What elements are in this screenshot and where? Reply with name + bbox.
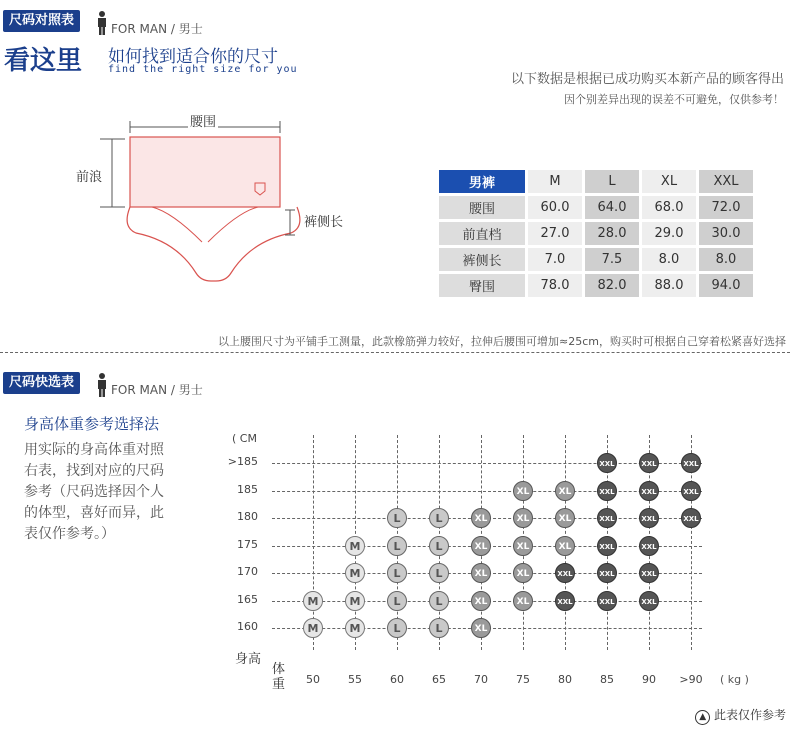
cell: 60.0 [528,196,582,219]
label-waist: 腰围 [188,111,218,130]
size-marker: L [387,536,407,556]
x-tick-label: 55 [348,673,362,686]
size-marker: XL [471,591,491,611]
quick-select-title: 身高体重参考选择法 [24,415,160,433]
table-row [439,248,753,271]
size-marker: XXL [597,563,617,583]
table-row [439,196,753,219]
size-marker: M [345,536,365,556]
size-marker: XL [555,536,575,556]
cell: 7.5 [585,248,639,271]
section-tag-size-chart: 尺码对照表 [3,10,80,32]
desc-line: 参考（尺码选择因个人 [24,484,164,500]
size-marker: XXL [597,453,617,473]
header-cell: XL [642,170,696,193]
size-marker: XXL [597,536,617,556]
table-row [439,222,753,245]
for-man-label: FOR MAN / 男士 [111,22,203,36]
size-marker: XL [471,618,491,638]
x-tick-label: 80 [558,673,572,686]
y-tick-label: >185 [227,455,258,468]
size-marker: XXL [639,508,659,528]
size-marker: L [429,563,449,583]
size-marker: XXL [681,453,701,473]
size-marker: XXL [639,536,659,556]
y-axis-unit: ( CM [232,432,257,445]
x-tick-label: 70 [474,673,488,686]
grid-line-v [565,435,566,650]
grid-line-h [272,628,702,629]
grid-line-v [439,435,440,650]
cell: 8.0 [699,248,753,271]
for-man-label: FOR MAN / 男士 [111,383,203,397]
size-marker: M [345,591,365,611]
size-table [436,167,756,300]
size-marker: XXL [639,453,659,473]
reference-text: 此表仅作参考 [713,708,786,722]
header-cell: 男裤 [439,170,525,193]
size-marker: M [303,591,323,611]
man-icon [97,373,107,397]
cell: 30.0 [699,222,753,245]
row-label: 腰围 [439,196,525,219]
y-axis-title: 身高 [235,652,262,667]
grid-line-v [481,435,482,650]
size-marker: XXL [681,508,701,528]
footnote-measurement: 以上腰围尺寸为平铺手工测量，此款橡筋弹力较好，拉伸后腰围可增加≈25cm，购买时可根据自己穿着松紧喜好选择 [218,335,786,348]
size-marker: XXL [639,563,659,583]
cell: 29.0 [642,222,696,245]
cell: 8.0 [642,248,696,271]
y-tick-label: 160 [237,620,258,633]
note-disclaimer: 因个别差异出现的误差不可避免，仅供参考！ [564,93,784,106]
x-tick-label: 60 [390,673,404,686]
size-marker: XL [555,481,575,501]
x-tick-label: 50 [306,673,320,686]
cell: 72.0 [699,196,753,219]
size-marker: XL [471,563,491,583]
grid-line-v [313,435,314,650]
grid-line-h [272,573,702,574]
reference-note [695,706,786,725]
size-marker: L [387,618,407,638]
size-marker: XL [513,563,533,583]
cell: 78.0 [528,274,582,297]
row-label: 臀围 [439,274,525,297]
headline-english: find the right size for you [108,64,298,75]
size-marker: XL [513,536,533,556]
x-axis-unit: ( kg ) [720,673,749,686]
size-marker: XL [513,508,533,528]
grid-line-v [523,435,524,650]
grid-line-h [272,491,702,492]
grid-line-v [691,435,692,650]
size-marker: L [429,536,449,556]
size-marker: XL [513,591,533,611]
up-arrow-icon: ▲ [695,710,710,725]
size-marker: XXL [555,563,575,583]
size-marker: XL [513,481,533,501]
label-side-length: 裤侧长 [304,215,344,230]
y-tick-label: 180 [237,510,258,523]
size-marker: M [345,563,365,583]
header-cell: L [585,170,639,193]
headline-look-here: 看这里 [4,46,83,76]
size-marker: XL [471,508,491,528]
size-table-header [439,170,753,193]
size-marker: XXL [555,591,575,611]
cell: 88.0 [642,274,696,297]
size-marker: XXL [639,591,659,611]
desc-line: 用实际的身高体重对照 [24,442,164,458]
size-marker: L [387,563,407,583]
size-marker: L [429,618,449,638]
grid-line-v [607,435,608,650]
cell: 28.0 [585,222,639,245]
y-tick-label: 185 [237,482,258,496]
cell: 94.0 [699,274,753,297]
y-tick-label: 165 [237,592,258,606]
label-front-rise: 前浪 [76,170,103,185]
size-marker: XL [555,508,575,528]
header-cell: M [528,170,582,193]
size-marker: XXL [597,591,617,611]
header-cell: XXL [699,170,753,193]
x-tick-label: >90 [679,673,703,686]
size-marker: M [303,618,323,638]
row-label: 裤侧长 [439,248,525,271]
cell: 64.0 [585,196,639,219]
y-tick-label: 170 [237,565,258,578]
grid-line-v [397,435,398,650]
cell: 82.0 [585,274,639,297]
x-tick-label: 85 [600,673,614,686]
size-marker: L [387,508,407,528]
size-marker: XL [471,536,491,556]
headline-find-size: 如何找到适合你的尺寸 [108,47,278,67]
note-data-source: 以下数据是根据已成功购买本新产品的顾客得出 [510,72,784,87]
desc-line: 表仅作参考。） [24,526,115,542]
grid-line-v [649,435,650,650]
desc-line: 的体型，喜好而异，此 [24,505,164,521]
man-icon [97,11,107,35]
grid-line-h [272,601,702,602]
cell: 7.0 [528,248,582,271]
garment-diagram [60,105,360,305]
grid-line-v [355,435,356,650]
x-tick-label: 90 [642,673,656,686]
table-row [439,274,753,297]
grid-line-h [272,463,702,464]
section-divider [0,352,790,353]
quick-select-description [24,440,164,545]
section-tag-quick-select: 尺码快选表 [3,372,80,394]
size-marker: L [387,591,407,611]
x-tick-label: 75 [516,673,530,686]
x-tick-label: 65 [432,673,446,686]
size-marker: M [345,618,365,638]
y-tick-label: 175 [237,537,258,551]
x-axis-title: 体重 [272,662,286,692]
size-marker: XXL [597,508,617,528]
grid-line-h [272,546,702,547]
size-marker: L [429,591,449,611]
cell: 27.0 [528,222,582,245]
grid-line-h [272,518,702,519]
row-label: 前直档 [439,222,525,245]
size-marker: XXL [681,481,701,501]
size-marker: XXL [639,481,659,501]
size-marker: XXL [597,481,617,501]
cell: 68.0 [642,196,696,219]
desc-line: 右表，找到对应的尺码 [24,463,164,479]
size-marker: L [429,508,449,528]
